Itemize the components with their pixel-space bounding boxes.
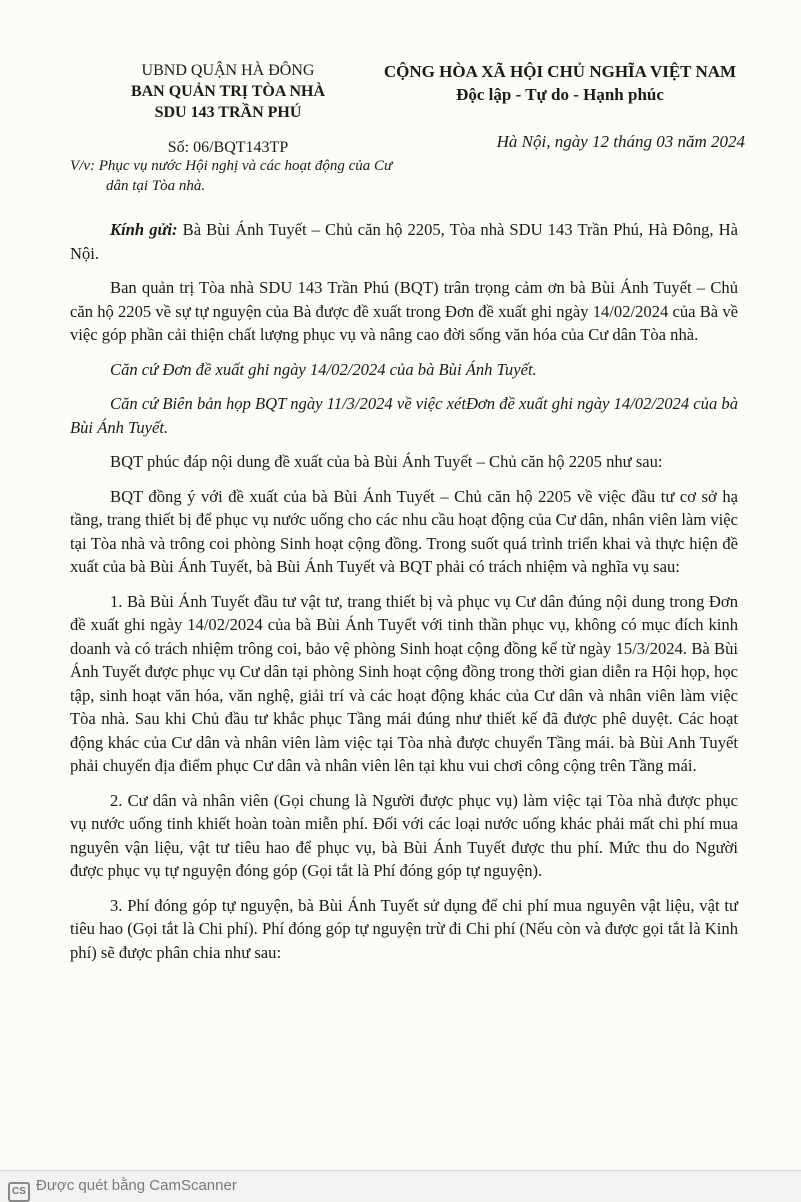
document-subject: V/v: Phục vụ nước Hội nghị và các hoạt động của Cư dân tại Tòa nhà.	[70, 158, 393, 194]
camscanner-icon: CS	[8, 1182, 30, 1202]
paragraph-basis-2: Căn cứ Biên bản họp BQT ngày 11/3/2024 về việc xétĐơn đề xuất ghi ngày 14/02/2024 của bà Bùi Ánh Tuyết.	[70, 394, 738, 437]
paragraph-reply-intro: BQT phúc đáp nội dung đề xuất của bà Bùi Ánh Tuyết – Chủ căn hộ 2205 như sau:	[110, 452, 663, 471]
recipient-line	[70, 218, 738, 265]
issuer-line-3: SDU 143 TRẦN PHÚ	[154, 104, 302, 121]
document-date: Hà Nội, ngày 12 tháng 03 năm 2024	[496, 132, 745, 151]
issuer-block	[108, 60, 348, 158]
list-item-2: 2. Cư dân và nhân viên (Gọi chung là Người được phục vụ) làm việc tại Tòa nhà được phục vụ nước uống tinh khiết hoàn toàn miễn phí. Đối với các loại nước uống khác phải mất chi phí mua nguyên vận liệu, vật tư tiêu hao để phục vụ, bà Bùi Ánh Tuyết được thu phí. Mức thu do Người được phục vụ tự nguyện đóng góp (Gọi tắt là Phí đóng góp tự nguyện).	[70, 790, 738, 880]
national-motto: Độc lập - Tự do - Hạnh phúc	[456, 85, 664, 104]
scanner-watermark	[0, 1170, 801, 1201]
issuer-line-1: UBND QUẬN HÀ ĐÔNG	[141, 62, 315, 79]
issuer-line-2: BAN QUẢN TRỊ TÒA NHÀ	[130, 83, 326, 100]
recipient-label: Kính gửi:	[110, 220, 178, 239]
list-item-3: 3. Phí đóng góp tự nguyện, bà Bùi Ánh Tuyết sử dụng để chi phí mua nguyên vật liệu, vật tư tiêu hao (Gọi tắt là Chi phí). Phí đóng góp tự nguyện trừ đi Chi phí (Nếu còn và được gọi tắt là Kinh phí) sẽ được phân chia như sau:	[70, 895, 738, 962]
paragraph-agreement: BQT đồng ý với đề xuất của bà Bùi Ánh Tuyết – Chủ căn hộ 2205 về việc đầu tư cơ sở hạ tầng, trang thiết bị để phục vụ nước uống cho các nhu cầu hoạt động của Cư dân, nhân viên làm việc tại Tòa nhà và trông coi phòng Sinh hoạt cộng đồng. Trong suốt quá trình triển khai và thực hiện đề xuất của bà Bùi Ánh Tuyết, bà Bùi Ánh Tuyết và BQT phải có trách nhiệm và nghĩa vụ sau:	[70, 486, 738, 576]
national-heading	[360, 60, 760, 106]
document-body	[70, 218, 738, 975]
paragraph-basis-1: Căn cứ Đơn đề xuất ghi ngày 14/02/2024 của bà Bùi Ánh Tuyết.	[110, 359, 537, 379]
scanner-text: Được quét bằng CamScanner	[36, 1177, 237, 1194]
nation-title: CỘNG HÒA XÃ HỘI CHỦ NGHĨA VIỆT NAM	[383, 62, 737, 81]
recipient-text: Bà Bùi Ánh Tuyết – Chủ căn hộ 2205, Tòa nhà SDU 143 Trần Phú, Hà Đông, Hà Nội.	[70, 220, 738, 263]
list-item-1: 1. Bà Bùi Ánh Tuyết đầu tư vật tư, trang thiết bị và phục vụ Cư dân đúng nội dung trong Đơn đề xuất ghi ngày 14/02/2024 của bà Bùi Ánh Tuyết với tinh thần phục vụ, không có mục đích kinh doanh và có trách nhiệm trông coi, bảo vệ phòng Sinh hoạt cộng đồng kể từ ngày 15/3/2024. Bà Bùi Ánh Tuyết được phục vụ Cư dân tại phòng Sinh hoạt cộng đồng trong thời gian diễn ra Hội họp, học tập, sinh hoạt văn hóa, văn nghệ, giải trí và các hoạt động khác của Cư dân và nhân viên làm việc Tòa nhà. Sau khi Chủ đầu tư khắc phục Tầng mái đúng như thiết kế đã được phê duyệt. Các hoạt động khác của Cư dân và nhân viên làm việc tại Tòa nhà được chuyển Tầng mái. bà Bùi Anh Tuyết phải chuyển địa điểm phục Cư dân và nhân viên lên tại khu vui chơi công cộng trên Tầng mái.	[70, 591, 738, 775]
paragraph-thanks: Ban quản trị Tòa nhà SDU 143 Trần Phú (BQT) trân trọng cảm ơn bà Bùi Ánh Tuyết – Chủ căn hộ 2205 về sự tự nguyện của Bà được đề xuất trong Đơn đề xuất ghi ngày 14/02/2024 của Bà về việc góp phần cải thiện chất lượng phục vụ và nâng cao đời sống văn hóa của Cư dân Tòa nhà.	[70, 278, 738, 344]
document-number: Số: 06/BQT143TP	[167, 139, 289, 156]
